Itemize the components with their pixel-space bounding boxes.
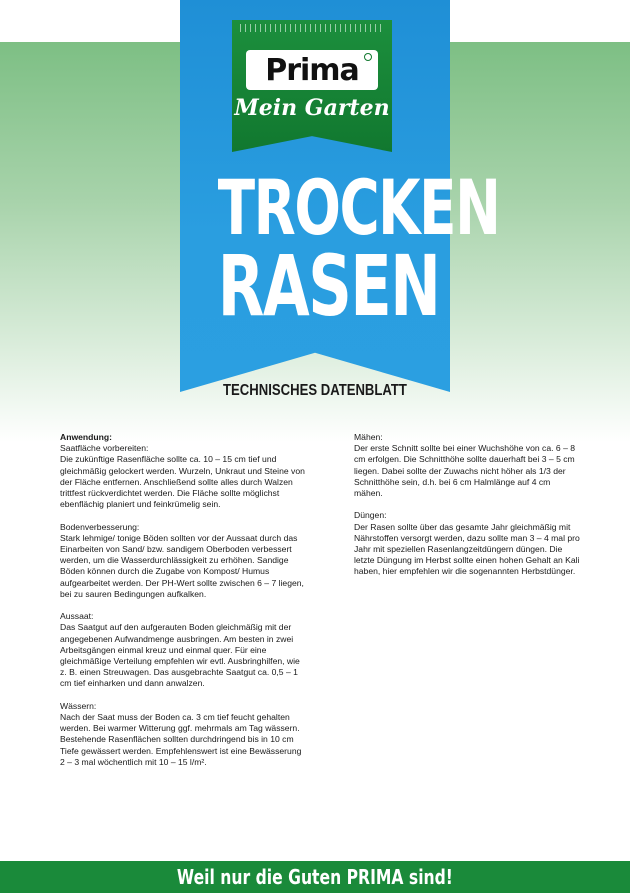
section-label: Düngen: [354, 510, 387, 521]
brand-name: Prima [265, 52, 359, 88]
section-text: Stark lehmige/ tonige Böden sollten vor der Aussaat durch das Einarbeiten von Sand/ bzw. sandigem Oberboden verbessert werden, um die Wasserdurchlässigkeit zu erhöhen. Sandige Böden können durch die Zugabe von Kompost/ Humus aufgearbeitet werden. Der PH-Wert sollte zwischen 6 – 7 liegen, bei zu sauren Bedingungen aufkalken. [60, 532, 304, 599]
section-aussaat [60, 611, 308, 689]
section-duengen [354, 510, 580, 577]
footer-slogan: Weil nur die Guten PRIMA sind! [176, 865, 453, 889]
section-text: Die zukünftige Rasenfläche sollte ca. 10 – 15 cm tief und gleichmäßig gelockert werden. Wurzeln, Unkraut und Steine von der Fläche entfernen. Anschließend sollte alles durch Walzen trittfest rückverdichtet werden. Die Fläche sollte möglichst ebenflächig planiert und feinkrümelig sein. [60, 454, 305, 510]
product-title-line-1: TROCKEN [217, 163, 500, 252]
section-saatflaeche [60, 432, 308, 510]
section-label: Aussaat: [60, 611, 94, 622]
section-label: Bodenverbesserung: [60, 521, 140, 532]
section-heading-anwendung: Anwendung: [60, 432, 113, 442]
brand-tagline: Mein Garten [234, 95, 390, 121]
left-column [60, 432, 308, 779]
product-title-line-2: RASEN [217, 237, 440, 335]
registered-mark-icon [364, 53, 372, 61]
brand-name-plate [246, 50, 378, 90]
footer-bar [0, 861, 630, 893]
ruler-decoration-icon [240, 24, 384, 32]
section-maehen [354, 432, 580, 499]
section-text: Der Rasen sollte über das gesamte Jahr gleichmäßig mit Nährstoffen versorgt werden, dazu sollte man 3 – 4 mal pro Jahr mit speziellen Rasenlangzeitdüngern düngen. Die letzte Düngung im Herbst sollte einen hohen Gehalt an Kali haben, hier empfehlen wir die sogenannten Herbstdünger. [354, 521, 580, 577]
document-subtitle: TECHNISCHES DATENBLATT [223, 382, 407, 399]
section-text: Der erste Schnitt sollte bei einer Wuchshöhe von ca. 6 – 8 cm erfolgen. Die Schnitthöhe sollte dauerhaft bei 3 – 5 cm liegen. Dabei sollte der Zuwachs nicht höher als 1/3 der Schnitthöhe sein, d.h. bei 6 cm Halmlänge auf 4 cm mähen. [354, 443, 576, 499]
section-text: Das Saatgut auf den aufgerauten Boden gleichmäßig mit der angegebenen Aufwandmenge ausbringen. Am besten in zwei Arbeitsgängen einmal kreuz und einmal quer. Für eine gleichmäßige Verteilung empfehlen wir evtl. Ausbringhilfen, wie z. B. einen Streuwagen. Das ausgebrachte Saatgut ca. 0,5 – 1 cm tief einharken und dann anwalzen. [60, 622, 300, 689]
section-text: Nach der Saat muss der Boden ca. 3 cm tief feucht gehalten werden. Bei warmer Witterung ggf. mehrmals am Tag wässern. Bestehende Rasenflächen sollten durchdringend bis in 10 cm Tiefe gewässert werden. Empfehlenswert ist eine Bewässerung 2 – 3 mal wöchentlich mit 10 – 15 l/m². [60, 712, 302, 767]
section-bodenverbesserung [60, 522, 308, 600]
section-waessern [60, 701, 308, 768]
section-label: Wässern: [60, 700, 97, 711]
section-label: Mähen: [354, 432, 383, 442]
section-label: Saatfläche vorbereiten: [60, 443, 149, 454]
right-column [354, 432, 580, 589]
